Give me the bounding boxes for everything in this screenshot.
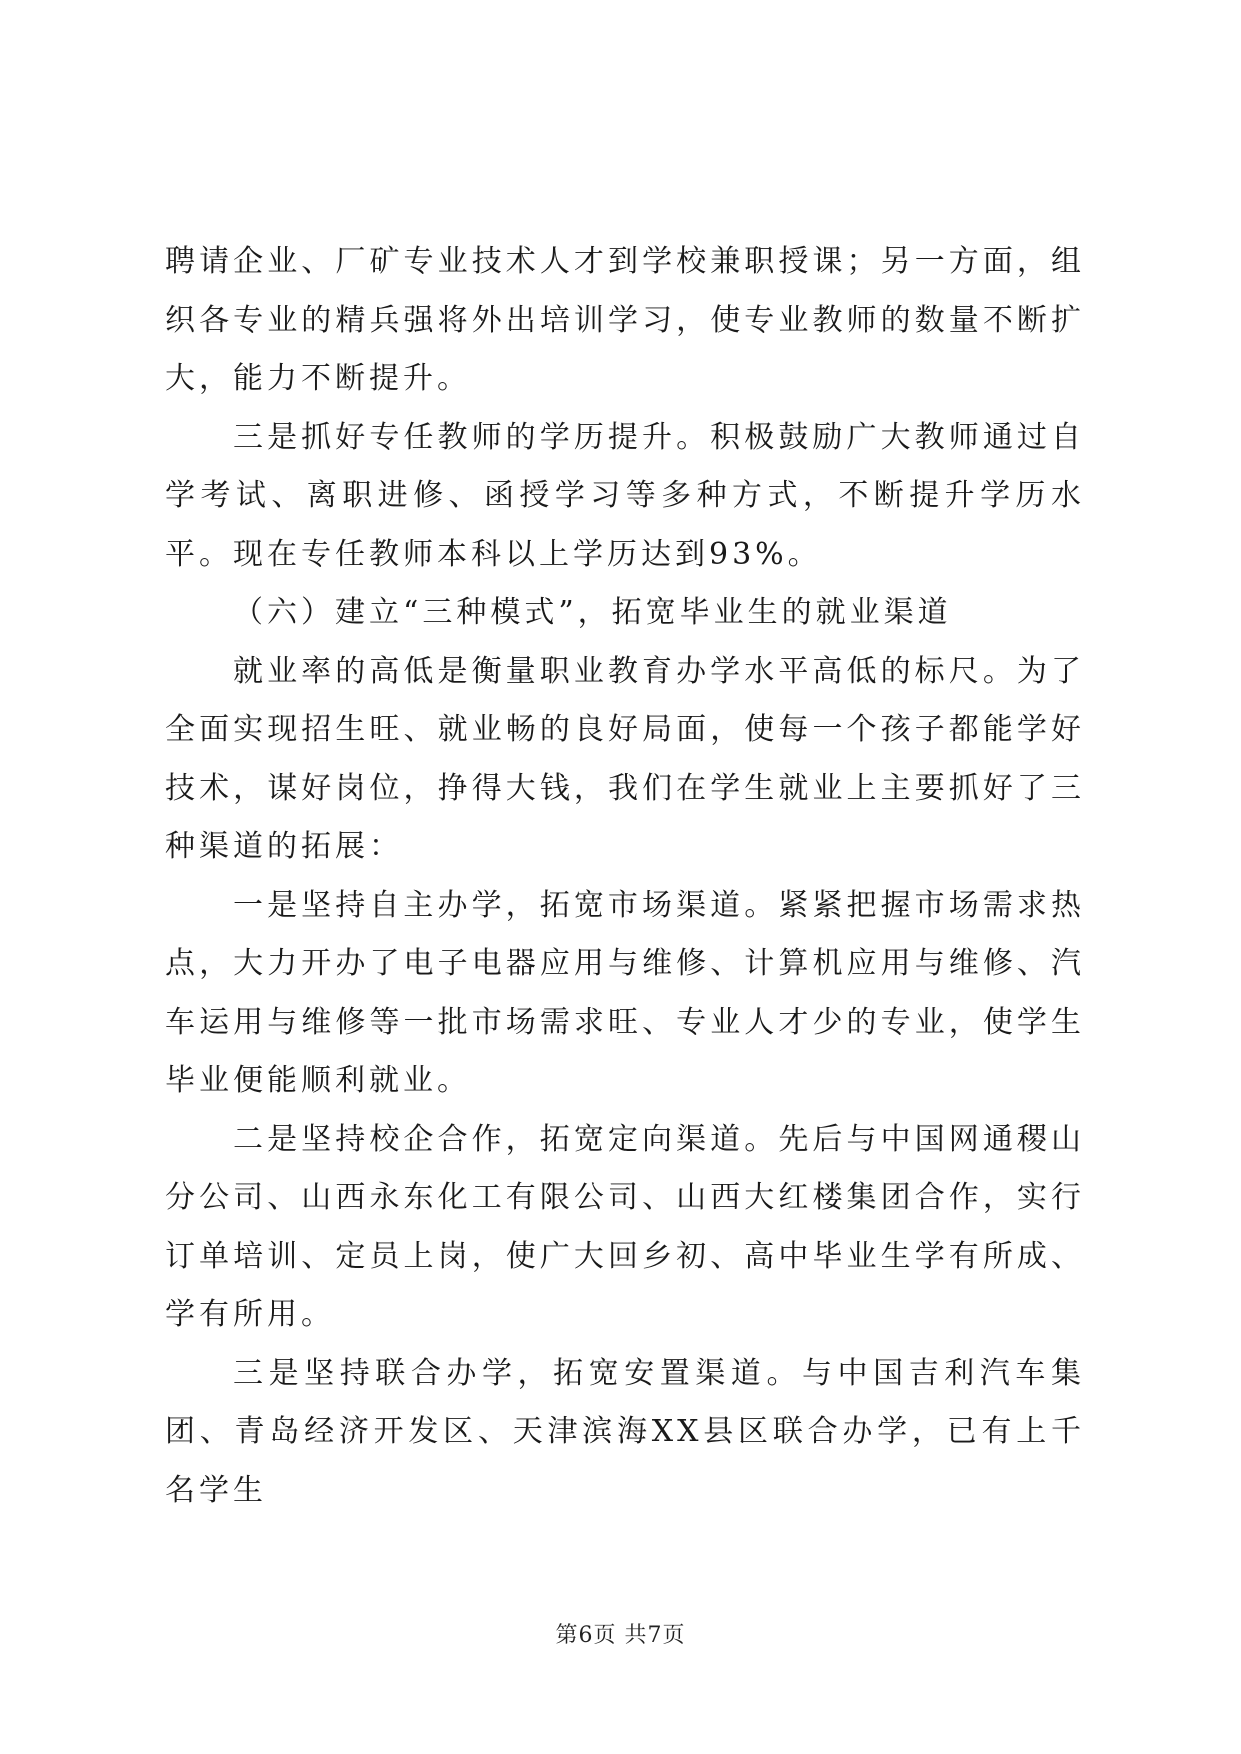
section-heading-six: （六）建立“三种模式”，拓宽毕业生的就业渠道 bbox=[233, 595, 952, 630]
paragraph-teacher-degree: 三是抓好专任教师的学历提升。积极鼓励广大教师通过自学考试、离职进修、函授学习等多种方式，不断提升学历水平。现在专任教师本科以上学历达到93%。 bbox=[165, 419, 1085, 572]
page-number-footer: 第6页 共7页 bbox=[555, 1623, 686, 1648]
paragraph-employment-rate: 就业率的高低是衡量职业教育办学水平高低的标尺。为了全面实现招生旺、就业畅的良好局面，使每一个孩子都能学好技术，谋好岗位，挣得大钱，我们在学生就业上主要抓好了三种渠道的拓展： bbox=[165, 653, 1085, 864]
paragraph-continued: 聘请企业、厂矿专业技术人才到学校兼职授课；另一方面，组织各专业的精兵强将外出培训学习，使专业教师的数量不断扩大，能力不断提升。 bbox=[165, 244, 1085, 396]
paragraph-school-enterprise: 二是坚持校企合作，拓宽定向渠道。先后与中国网通稷山分公司、山西永东化工有限公司、山西大红楼集团合作，实行订单培训、定员上岗，使广大回乡初、高中毕业生学有所成、学有所用。 bbox=[165, 1121, 1085, 1332]
paragraph-joint-school: 三是坚持联合办学，拓宽安置渠道。与中国吉利汽车集团、青岛经济开发区、天津滨海XX县区联合办学，已有上千名学生 bbox=[165, 1355, 1085, 1508]
paragraph-market-channel: 一是坚持自主办学，拓宽市场渠道。紧紧把握市场需求热点，大力开办了电子电器应用与维修、计算机应用与维修、汽车运用与维修等一批市场需求旺、专业人才少的专业，使学生毕业便能顺利就业。 bbox=[165, 887, 1085, 1098]
document-body bbox=[165, 233, 1085, 1520]
